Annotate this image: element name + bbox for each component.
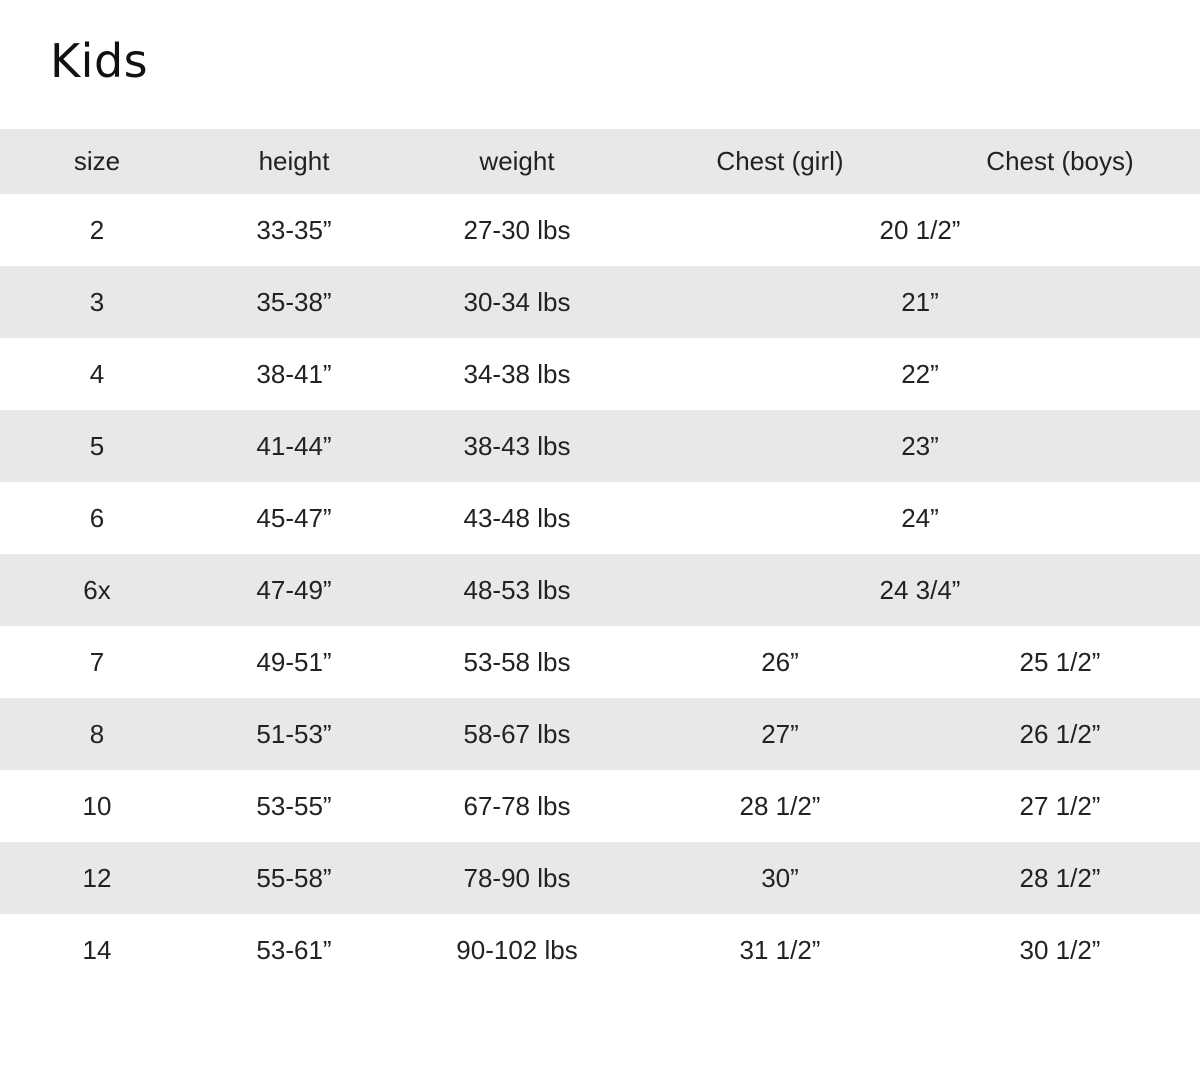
chest-girl-cell: 28 1/2” bbox=[739, 790, 821, 821]
page-title: Kids bbox=[50, 34, 149, 88]
weight-cell: 58-67 lbs bbox=[463, 718, 571, 749]
table-row bbox=[0, 194, 1200, 266]
chest-cell: 23” bbox=[901, 430, 939, 461]
size-cell: 5 bbox=[89, 430, 105, 461]
size-cell: 3 bbox=[89, 286, 105, 317]
weight-cell: 43-48 lbs bbox=[463, 502, 571, 533]
weight-cell: 38-43 lbs bbox=[463, 430, 571, 461]
weight-cell: 53-58 lbs bbox=[463, 646, 571, 677]
table-row bbox=[0, 770, 1200, 842]
size-cell: 8 bbox=[89, 718, 105, 749]
chest-cell: 21” bbox=[901, 286, 939, 317]
chest-cell: 22” bbox=[901, 358, 939, 389]
chest-boys-cell: 27 1/2” bbox=[1019, 790, 1101, 821]
table-row bbox=[0, 266, 1200, 338]
chest-girl-cell: 27” bbox=[761, 718, 799, 749]
height-cell: 41-44” bbox=[256, 430, 332, 461]
size-cell: 12 bbox=[82, 862, 112, 893]
weight-cell: 78-90 lbs bbox=[463, 862, 571, 893]
table-row bbox=[0, 698, 1200, 770]
chest-girl-cell: 30” bbox=[761, 862, 799, 893]
height-cell: 51-53” bbox=[256, 718, 332, 749]
chest-boys-cell: 28 1/2” bbox=[1019, 862, 1101, 893]
size-cell: 6x bbox=[83, 574, 111, 605]
chest-boys-cell: 30 1/2” bbox=[1019, 934, 1101, 965]
size-cell: 14 bbox=[82, 934, 112, 965]
chest-girl-cell: 26” bbox=[761, 646, 799, 677]
chest-cell: 20 1/2” bbox=[879, 214, 961, 245]
weight-cell: 90-102 lbs bbox=[456, 934, 578, 965]
height-cell: 47-49” bbox=[256, 574, 332, 605]
weight-cell: 48-53 lbs bbox=[463, 574, 571, 605]
table-row bbox=[0, 410, 1200, 482]
table-row bbox=[0, 914, 1200, 986]
size-chart-table bbox=[0, 129, 1200, 986]
size-cell: 6 bbox=[89, 502, 105, 533]
size-cell: 2 bbox=[89, 214, 105, 245]
height-cell: 38-41” bbox=[256, 358, 332, 389]
column-header-size: size bbox=[73, 146, 121, 176]
table-row bbox=[0, 626, 1200, 698]
chest-cell: 24 3/4” bbox=[879, 574, 961, 605]
height-cell: 35-38” bbox=[256, 286, 332, 317]
weight-cell: 27-30 lbs bbox=[463, 214, 571, 245]
size-cell: 7 bbox=[89, 646, 105, 677]
height-cell: 53-61” bbox=[256, 934, 332, 965]
height-cell: 33-35” bbox=[256, 214, 332, 245]
column-header-height: height bbox=[258, 146, 330, 176]
chest-girl-cell: 31 1/2” bbox=[739, 934, 821, 965]
chest-boys-cell: 26 1/2” bbox=[1019, 718, 1101, 749]
height-cell: 55-58” bbox=[256, 862, 332, 893]
size-cell: 4 bbox=[89, 358, 105, 389]
height-cell: 49-51” bbox=[256, 646, 332, 677]
size-cell: 10 bbox=[82, 790, 112, 821]
table-row bbox=[0, 338, 1200, 410]
table-row bbox=[0, 842, 1200, 914]
height-cell: 45-47” bbox=[256, 502, 332, 533]
height-cell: 53-55” bbox=[256, 790, 332, 821]
weight-cell: 30-34 lbs bbox=[463, 286, 571, 317]
column-header-chest-girl: Chest (girl) bbox=[716, 146, 844, 176]
chest-boys-cell: 25 1/2” bbox=[1019, 646, 1101, 677]
weight-cell: 67-78 lbs bbox=[463, 790, 571, 821]
column-header-weight: weight bbox=[479, 146, 555, 176]
weight-cell: 34-38 lbs bbox=[463, 358, 571, 389]
table-header-row bbox=[0, 129, 1200, 194]
column-header-chest-boys: Chest (boys) bbox=[986, 146, 1134, 176]
table-row bbox=[0, 482, 1200, 554]
chest-cell: 24” bbox=[901, 502, 939, 533]
table-row bbox=[0, 554, 1200, 626]
